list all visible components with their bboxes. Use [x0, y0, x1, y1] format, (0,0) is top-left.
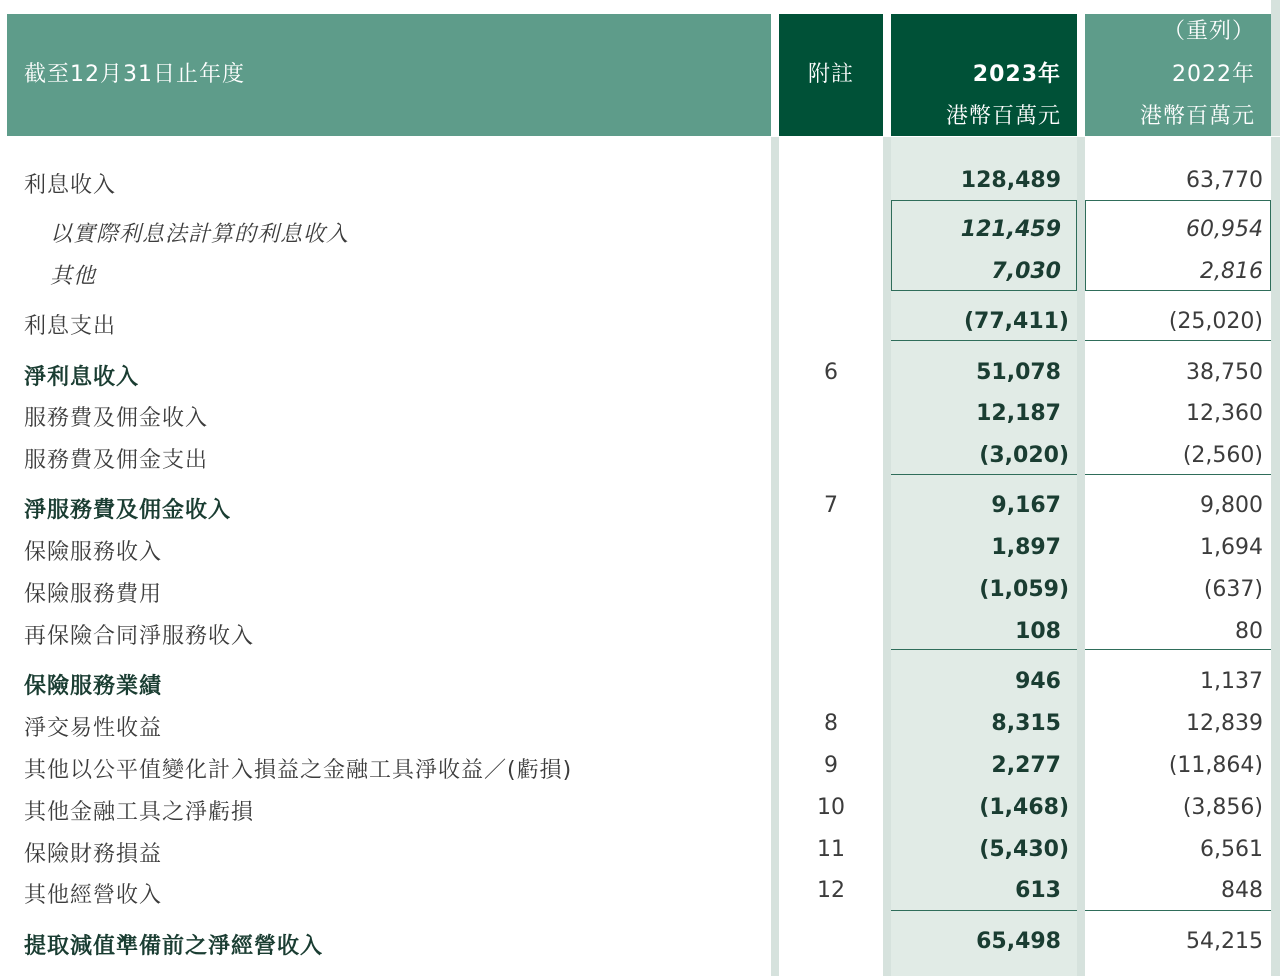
row-prior-value: 2,816 — [1200, 259, 1263, 284]
table-row — [0, 921, 1280, 961]
table-row — [0, 661, 1280, 701]
table-row — [0, 703, 1280, 743]
row-current-value: 12,187 — [976, 401, 1061, 426]
row-label: 服務費及佣金收入 — [24, 406, 209, 431]
table-row — [0, 352, 1280, 392]
current-unit-label: 港幣百萬元 — [945, 104, 1061, 129]
subtotal-rule — [1085, 474, 1271, 475]
table-row — [0, 829, 1280, 869]
current-year-label: 2023年 — [972, 62, 1061, 87]
row-note: 10 — [817, 795, 845, 820]
row-current-value: 9,167 — [991, 493, 1061, 518]
table-row — [0, 745, 1280, 785]
row-label: 保險財務損益 — [24, 842, 163, 867]
header-label-cell — [7, 14, 771, 136]
row-label: 利息收入 — [24, 173, 117, 198]
row-note: 11 — [817, 837, 845, 862]
subtotal-box-current — [891, 200, 1077, 291]
row-label: 淨服務費及佣金收入 — [24, 498, 232, 523]
row-label: 以實際利息法計算的利息收入 — [50, 222, 350, 247]
row-current-value: 121,459 — [960, 217, 1061, 242]
table-row — [0, 435, 1280, 475]
row-note: 8 — [824, 711, 838, 736]
row-prior-value: 63,770 — [1186, 168, 1263, 193]
row-prior-value: 54,215 — [1186, 929, 1263, 954]
row-prior-value: (25,020) — [1168, 309, 1263, 334]
table-row — [0, 485, 1280, 525]
row-label: 提取減值準備前之淨經營收入 — [24, 934, 324, 959]
table-row — [0, 160, 1280, 200]
row-label: 其他金融工具之淨虧損 — [24, 800, 255, 825]
subtotal-rule — [1085, 340, 1271, 341]
row-current-value: (1,468) — [979, 795, 1069, 820]
header-right-edge — [1271, 0, 1280, 136]
table-row — [0, 870, 1280, 910]
table-row — [0, 787, 1280, 827]
row-label: 淨利息收入 — [24, 365, 140, 390]
note-column-header: 附註 — [807, 62, 854, 87]
row-prior-value: (637) — [1203, 577, 1263, 602]
row-current-value: 7,030 — [991, 259, 1061, 284]
subtotal-rule — [891, 340, 1077, 341]
table-title: 截至12月31日止年度 — [24, 62, 245, 87]
row-label: 淨交易性收益 — [24, 716, 163, 741]
row-current-value: 8,315 — [991, 711, 1061, 736]
row-label: 再保險合同淨服務收入 — [24, 624, 255, 649]
row-prior-value: 1,137 — [1200, 669, 1263, 694]
header-note-cell — [779, 14, 883, 136]
row-current-value: (5,430) — [979, 837, 1069, 862]
row-prior-value: (3,856) — [1182, 795, 1263, 820]
table-row — [0, 611, 1280, 651]
row-label: 其他經營收入 — [24, 883, 163, 908]
table-row — [0, 569, 1280, 609]
row-prior-value: 80 — [1235, 619, 1263, 644]
row-prior-value: 6,561 — [1200, 837, 1263, 862]
row-prior-value: 12,360 — [1186, 401, 1263, 426]
row-prior-value: 1,694 — [1200, 535, 1263, 560]
top-margin — [0, 0, 1280, 14]
row-note: 7 — [824, 493, 838, 518]
table-row — [0, 527, 1280, 567]
subtotal-rule — [1085, 910, 1271, 911]
row-prior-value: 12,839 — [1186, 711, 1263, 736]
row-current-value: (1,059) — [979, 577, 1069, 602]
row-current-value: 1,897 — [991, 535, 1061, 560]
subtotal-box-prior — [1085, 200, 1271, 291]
row-current-value: 51,078 — [976, 360, 1061, 385]
subtotal-rule — [1085, 649, 1271, 650]
header-prior-year-cell — [1085, 14, 1271, 136]
restated-label: （重列） — [1162, 19, 1255, 44]
subtotal-rule — [891, 910, 1077, 911]
row-label: 保險服務業績 — [24, 674, 163, 699]
row-current-value: 2,277 — [991, 753, 1061, 778]
row-prior-value: 60,954 — [1186, 217, 1263, 242]
header-current-year-cell — [891, 14, 1077, 136]
subtotal-rule — [891, 474, 1077, 475]
row-note: 12 — [817, 878, 845, 903]
row-current-value: 108 — [1015, 619, 1061, 644]
subtotal-rule — [891, 649, 1077, 650]
row-note: 9 — [824, 753, 838, 778]
row-current-value: 946 — [1015, 669, 1061, 694]
prior-year-label: 2022年 — [1172, 62, 1255, 87]
row-prior-value: (2,560) — [1182, 443, 1263, 468]
row-label: 利息支出 — [24, 314, 117, 339]
row-prior-value: 9,800 — [1200, 493, 1263, 518]
table-row — [0, 301, 1280, 341]
row-current-value: 613 — [1015, 878, 1061, 903]
prior-unit-label: 港幣百萬元 — [1139, 104, 1255, 129]
row-prior-value: 38,750 — [1186, 360, 1263, 385]
row-note: 6 — [824, 360, 838, 385]
row-prior-value: (11,864) — [1168, 753, 1263, 778]
row-label: 其他 — [50, 264, 97, 289]
row-label: 保險服務收入 — [24, 540, 163, 565]
table-row — [0, 393, 1280, 433]
row-label: 服務費及佣金支出 — [24, 448, 209, 473]
row-label: 其他以公平值變化計入損益之金融工具淨收益／(虧損) — [24, 758, 573, 783]
row-prior-value: 848 — [1221, 878, 1263, 903]
row-current-value: 65,498 — [976, 929, 1061, 954]
row-current-value: 128,489 — [960, 168, 1061, 193]
row-current-value: (77,411) — [963, 309, 1069, 334]
row-current-value: (3,020) — [979, 443, 1069, 468]
row-label: 保險服務費用 — [24, 582, 163, 607]
